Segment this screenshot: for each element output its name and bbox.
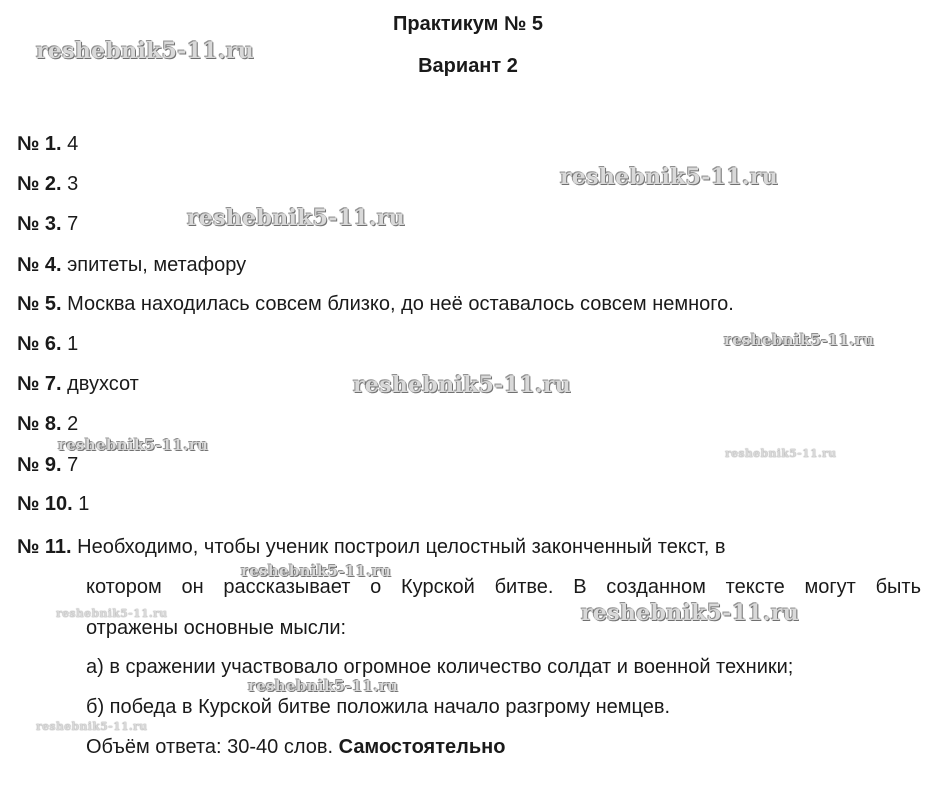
- watermark-logo: reshebnik5-11.ru: [724, 331, 875, 349]
- answer-11-point-b: б) победа в Курской битве положила начало разгрому немцев.: [86, 696, 671, 718]
- answer-4: [17, 253, 246, 277]
- answer-number: № 6.: [17, 333, 62, 355]
- volume-text: Объём ответа: 30-40 слов.: [86, 736, 334, 758]
- answer-11-volume: [86, 735, 921, 759]
- watermark-logo: reshebnik5-11.ru: [58, 436, 209, 454]
- watermark-logo: reshebnik5-11.ru: [581, 600, 800, 626]
- answer-text: 2: [67, 413, 79, 435]
- answer-11-point-a: а) в сражении участвовало огромное количество солдат и военной техники;: [86, 656, 794, 678]
- answer-number: № 3.: [17, 213, 62, 235]
- answer-11: [17, 535, 725, 559]
- answer-text: 3: [67, 173, 79, 195]
- answer-number: № 1.: [17, 133, 62, 155]
- watermark-logo: reshebnik5-11.ru: [560, 164, 779, 190]
- variant-title: Вариант 2: [418, 55, 518, 77]
- answer-text: эпитеты, метафору: [67, 254, 247, 276]
- answer-text: 7: [67, 213, 79, 235]
- watermark-logo: reshebnik5-11.ru: [353, 372, 572, 398]
- answer-5: [17, 292, 734, 316]
- watermark-logo: reshebnik5-11.ru: [241, 562, 392, 580]
- answer-number: № 11.: [17, 536, 72, 558]
- answer-10: [17, 492, 89, 516]
- answer-number: № 7.: [17, 373, 62, 395]
- volume-bold-text: Самостоятельно: [338, 736, 506, 758]
- answer-text: 1: [67, 333, 79, 355]
- answer-6: [17, 332, 78, 356]
- answer-text-line: Необходимо, чтобы ученик построил целостный законченный текст, в: [77, 536, 726, 558]
- answer-9: [17, 453, 78, 477]
- answer-3: [17, 212, 78, 236]
- answer-11-line-3: отражены основные мысли:: [86, 617, 347, 639]
- answer-number: № 2.: [17, 173, 62, 195]
- answer-text: Москва находилась совсем близко, до неё оставалось совсем немного.: [67, 293, 734, 315]
- page-title: Практикум № 5: [392, 13, 543, 35]
- answer-number: № 10.: [17, 493, 73, 515]
- watermark-logo: reshebnik5-11.ru: [36, 38, 255, 64]
- answer-1: [17, 132, 78, 156]
- answer-number: № 5.: [17, 293, 62, 315]
- answer-number: № 4.: [17, 254, 62, 276]
- answer-number: № 8.: [17, 413, 62, 435]
- watermark-logo: reshebnik5-11.ru: [187, 205, 406, 231]
- watermark-logo: reshebnik5-11.ru: [248, 677, 399, 695]
- watermark-logo: reshebnik5-11.ru: [36, 720, 148, 733]
- watermark-logo: reshebnik5-11.ru: [725, 447, 837, 460]
- answer-number: № 9.: [17, 454, 62, 476]
- answer-7: [17, 372, 139, 396]
- answer-text: 4: [67, 133, 79, 155]
- watermark-logo: reshebnik5-11.ru: [56, 607, 168, 620]
- answer-11-line-2: котором он рассказывает о Курской битве. В созданном тексте могут быть: [86, 576, 921, 598]
- answer-text: 7: [67, 454, 79, 476]
- answer-text: 1: [78, 493, 90, 515]
- answer-2: [17, 172, 78, 196]
- answer-text: двухсот: [67, 373, 139, 395]
- answer-8: [17, 412, 78, 436]
